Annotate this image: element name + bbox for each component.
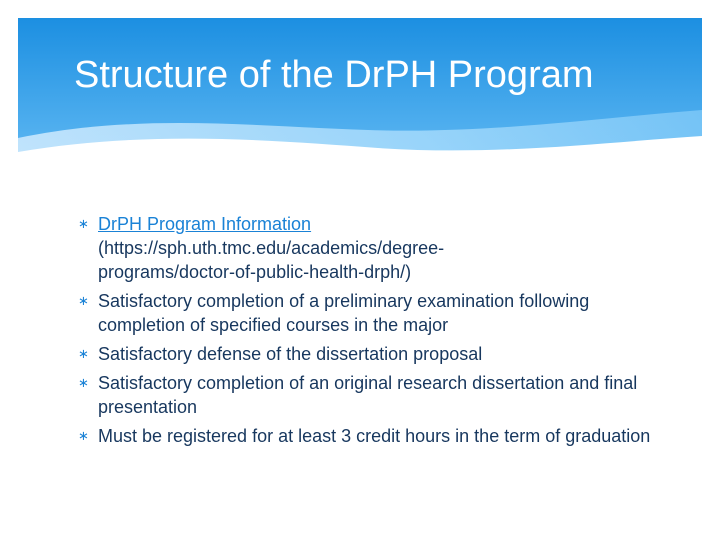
bullet-text: Satisfactory defense of the dissertation proposal	[98, 344, 483, 364]
bullet-asterisk-icon: ∗	[78, 293, 89, 308]
drph-program-info-link[interactable]: DrPH Program Information	[98, 214, 312, 234]
list-item	[78, 424, 678, 448]
title-banner	[18, 18, 702, 190]
program-url-line-1: (https://sph.uth.tmc.edu/academics/degree-	[98, 238, 445, 258]
bullet-text: Satisfactory completion of an original research dissertation and final presentation	[98, 373, 638, 417]
list-item	[78, 342, 678, 366]
list-item	[78, 289, 678, 337]
bullet-asterisk-icon: ∗	[78, 346, 89, 361]
bullet-list	[78, 212, 678, 453]
bullet-asterisk-icon: ∗	[78, 375, 89, 390]
banner-background	[18, 18, 702, 190]
program-url-line-2: programs/doctor-of-public-health-drph/)	[98, 262, 412, 282]
bullet-text: Satisfactory completion of a preliminary examination following completion of specified courses in the major	[98, 291, 590, 335]
bullet-asterisk-icon: ∗	[78, 428, 89, 443]
list-item	[78, 212, 678, 284]
bullet-text: Must be registered for at least 3 credit hours in the term of graduation	[98, 426, 651, 446]
slide-title: Structure of the DrPH Program	[74, 54, 594, 96]
bullet-asterisk-icon: ∗	[78, 216, 89, 231]
list-item	[78, 371, 678, 419]
